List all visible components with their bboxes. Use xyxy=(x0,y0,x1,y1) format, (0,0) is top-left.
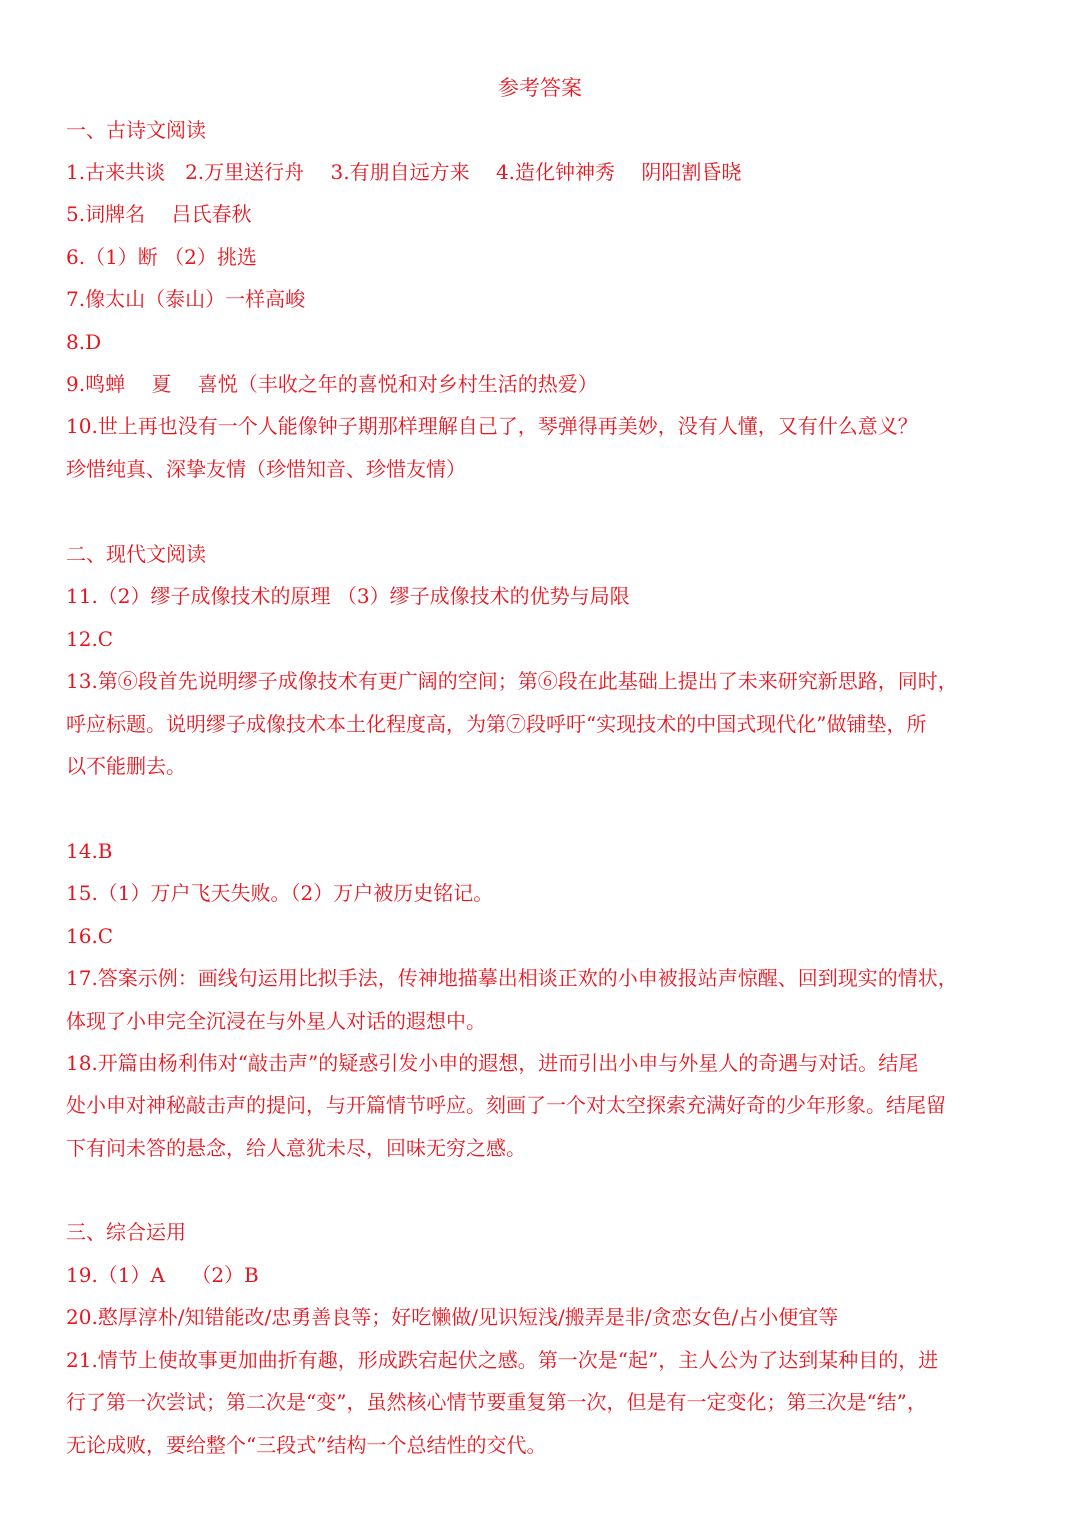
answer-line: 15.（1）万户飞天失败。（2）万户被历史铭记。 xyxy=(66,881,494,905)
answer-line: 16.C xyxy=(66,924,114,948)
answer-line: 19.（1）A （2）B xyxy=(66,1263,259,1287)
answer-line: 5.词牌名 吕氏春秋 xyxy=(66,202,252,226)
answer-line: 下有问未答的悬念，给人意犹未尽，回味无穷之感。 xyxy=(66,1136,526,1160)
page-title: 参考答案 xyxy=(498,76,582,100)
answer-line: 9.鸣蝉 夏 喜悦（丰收之年的喜悦和对乡村生活的热爱） xyxy=(66,372,598,396)
answer-line: 呼应标题。说明缪子成像技术本土化程度高，为第⑦段呼吁“实现技术的中国式现代化”做铺垫，所 xyxy=(66,712,927,736)
answer-line: 20.憨厚淳朴/知错能改/忠勇善良等；好吃懒做/见识短浅/搬弄是非/贪恋女色/占小便宜等 xyxy=(66,1305,839,1329)
answer-line: 珍惜纯真、深挚友情（珍惜知音、珍惜友情） xyxy=(66,457,466,481)
answer-line: 8.D xyxy=(66,330,102,354)
answer-line: 1.古来共谈 2.万里送行舟 3.有朋自远方来 4.造化钟神秀 阴阳割昏晓 xyxy=(66,160,742,184)
answer-line: 10.世上再也没有一个人能像钟子期那样理解自己了，琴弹得再美妙，没有人懂，又有什么意义？ xyxy=(66,414,918,438)
answer-line: 18.开篇由杨利伟对“敲击声”的疑惑引发小申的遐想，进而引出小申与外星人的奇遇与对话。结尾 xyxy=(66,1051,919,1075)
answer-line: 6.（1）断 （2）挑选 xyxy=(66,245,257,269)
answer-line: 12.C xyxy=(66,627,114,651)
answer-line: 14.B xyxy=(66,839,113,863)
answer-line: 11.（2）缪子成像技术的原理 （3）缪子成像技术的优势与局限 xyxy=(66,584,630,608)
answer-line: 13.第⑥段首先说明缪子成像技术有更广阔的空间；第⑥段在此基础上提出了未来研究新思路，同时， xyxy=(66,669,958,693)
section-heading-classical: 一、古诗文阅读 xyxy=(66,118,206,142)
answer-line: 处小申对神秘敲击声的提问，与开篇情节呼应。刻画了一个对太空探索充满好奇的少年形象。结尾留 xyxy=(66,1093,946,1117)
answer-line: 17.答案示例：画线句运用比拟手法，传神地描摹出相谈正欢的小申被报站声惊醒、回到现实的情状， xyxy=(66,966,958,990)
answer-line: 无论成败，要给整个“三段式”结构一个总结性的交代。 xyxy=(66,1433,547,1457)
section-heading-comprehensive: 三、综合运用 xyxy=(66,1220,186,1244)
answer-line: 体现了小申完全沉浸在与外星人对话的遐想中。 xyxy=(66,1009,486,1033)
answer-line: 21.情节上使故事更加曲折有趣，形成跌宕起伏之感。第一次是“起”，主人公为了达到某种目的，进 xyxy=(66,1348,939,1372)
section-heading-modern: 二、现代文阅读 xyxy=(66,542,206,566)
answer-line: 以不能删去。 xyxy=(66,754,186,778)
answer-line: 行了第一次尝试；第二次是“变”，虽然核心情节要重复第一次，但是有一定变化；第三次是“结”， xyxy=(66,1390,927,1414)
answer-line: 7.像太山（泰山）一样高峻 xyxy=(66,287,306,311)
